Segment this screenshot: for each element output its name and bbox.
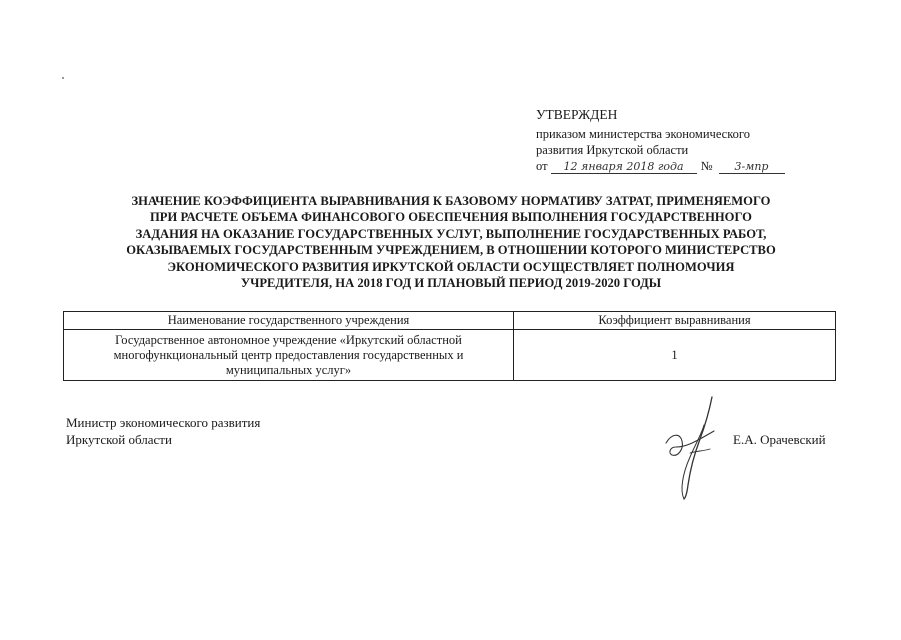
approval-block [536,107,836,174]
title-line: УЧРЕДИТЕЛЯ, НА 2018 ГОД И ПЛАНОВЫЙ ПЕРИОД 2019-2020 ГОДЫ [240,276,662,291]
number-sign: № [700,159,713,173]
title-line: ЭКОНОМИЧЕСКОГО РАЗВИТИЯ ИРКУТСКОЙ ОБЛАСТИ ОСУЩЕСТВЛЯЕТ ПОЛНОМОЧИЯ [167,259,735,274]
approval-heading: УТВЕРЖДЕН [536,107,618,122]
title-line: ОКАЗЫВАЕМЫХ ГОСУДАРСТВЕННЫМ УЧРЕЖДЕНИЕМ, В ОТНОШЕНИИ КОТОРОГО МИНИСТЕРСТВО [126,243,776,258]
handwritten-signature-icon [660,393,730,501]
title-line: ЗНАЧЕНИЕ КОЭФФИЦИЕНТА ВЫРАВНИВАНИЯ К БАЗОВОМУ НОРМАТИВУ ЗАТРАТ, ПРИМЕНЯЕМОГО [131,194,771,208]
position-line-1: Министр экономического развития [66,415,261,430]
coefficient-table [63,311,836,381]
date-prefix: от [536,159,548,173]
signer-name: Е.А. Орачевский [733,432,826,447]
title-line: ЗАДАНИЯ НА ОКАЗАНИЕ ГОСУДАРСТВЕННЫХ УСЛУГ, ВЫПОЛНЕНИЕ ГОСУДАРСТВЕННЫХ РАБОТ, [135,226,767,241]
institution-name-line: многофункциональный центр предоставления государственных и [113,347,464,362]
order-reference [536,158,836,174]
table-header-row [64,312,836,330]
header-coefficient: Коэффициент выравнивания [514,312,836,330]
approval-line-1: приказом министерства экономического [536,127,750,141]
institution-name-line: Государственное автономное учреждение «Иркутский областной [115,332,462,347]
document-title [60,193,842,291]
handwritten-date: 12 января 2018 года [551,160,697,174]
institution-name-cell [64,330,514,381]
table-row [64,330,836,381]
approval-line-2: развития Иркутской области [536,143,689,157]
signatory-position [66,414,260,448]
title-line: ПРИ РАСЧЕТЕ ОБЪЕМА ФИНАНСОВОГО ОБЕСПЕЧЕНИЯ ВЫПОЛНЕНИЯ ГОСУДАРСТВЕННОГО [150,210,752,225]
institution-name-line: муниципальных услуг» [225,362,352,377]
position-line-2: Иркутской области [66,432,172,447]
handwritten-order-number: 3-мпр [719,160,785,174]
header-institution-name: Наименование государственного учреждения [64,312,514,330]
coefficient-value: 1 [514,330,836,381]
scan-speck [62,77,64,79]
